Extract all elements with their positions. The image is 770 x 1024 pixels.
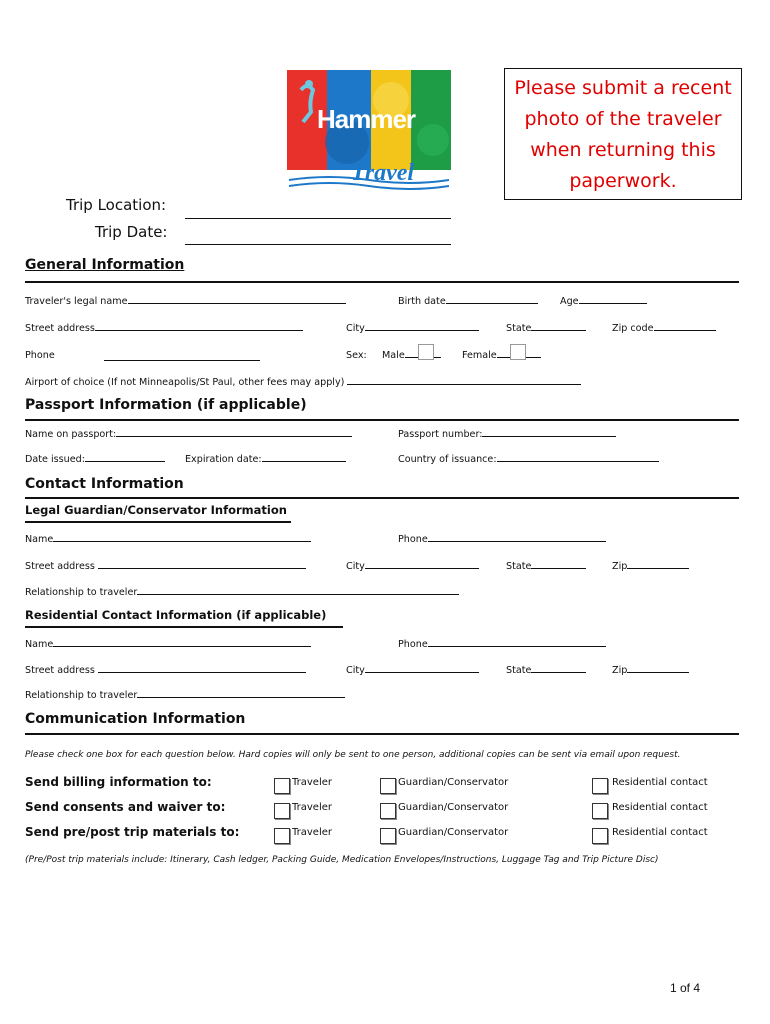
materials-residential-checkbox[interactable] — [592, 828, 608, 844]
consents-guardian-checkbox[interactable] — [380, 803, 396, 819]
residential-street-field[interactable] — [98, 672, 306, 673]
materials-guardian-label: Guardian/Conservator — [398, 827, 509, 838]
guardian-zip-field[interactable] — [627, 568, 689, 569]
residential-relationship-label: Relationship to traveler — [25, 690, 138, 701]
airport-field[interactable] — [347, 384, 581, 385]
consents-residential-label: Residential contact — [612, 802, 708, 813]
guardian-heading: Legal Guardian/Conservator Information — [25, 503, 287, 517]
residential-street-label: Street address — [25, 665, 95, 676]
zip-label: Zip code — [612, 323, 654, 334]
materials-traveler-label: Traveler — [292, 827, 332, 838]
photo-note: Please submit a recent photo of the traveler when returning this paperwork. — [514, 77, 732, 192]
guardian-street-field[interactable] — [98, 568, 306, 569]
guardian-city-field[interactable] — [365, 568, 479, 569]
contact-heading: Contact Information — [25, 476, 184, 492]
birth-date-label: Birth date — [398, 296, 446, 307]
residential-city-label: City — [346, 665, 365, 676]
hammer-travel-logo — [287, 70, 451, 190]
billing-residential-checkbox[interactable] — [592, 778, 608, 794]
page-number: 1 of 4 — [670, 981, 701, 995]
communication-instructions: Please check one box for each question below. Hard copies will only be sent to one person, additional copies can be sent via email upon request. — [25, 750, 681, 760]
guardian-phone-label: Phone — [398, 534, 428, 545]
passport-name-field[interactable] — [116, 436, 352, 437]
divider — [25, 419, 739, 421]
billing-traveler-label: Traveler — [292, 777, 332, 788]
guardian-street-label: Street address — [25, 561, 95, 572]
logo-brand-top: Hammer — [317, 104, 416, 134]
guardian-relationship-label: Relationship to traveler — [25, 587, 138, 598]
zip-field[interactable] — [654, 330, 716, 331]
sex-label: Sex: — [346, 350, 367, 361]
guardian-name-field[interactable] — [53, 541, 311, 542]
guardian-phone-field[interactable] — [428, 541, 606, 542]
birth-date-field[interactable] — [446, 303, 538, 304]
logo-brand-bottom: Travel — [351, 160, 415, 186]
legal-name-field[interactable] — [128, 303, 346, 304]
residential-name-label: Name — [25, 639, 54, 650]
consents-traveler-checkbox[interactable] — [274, 803, 290, 819]
billing-guardian-checkbox[interactable] — [380, 778, 396, 794]
billing-traveler-checkbox[interactable] — [274, 778, 290, 794]
passport-number-field[interactable] — [482, 436, 616, 437]
consents-row-label: Send consents and waiver to: — [25, 800, 226, 814]
passport-name-label: Name on passport: — [25, 429, 117, 440]
phone-label: Phone — [25, 350, 55, 361]
general-heading: General Information — [25, 257, 185, 273]
guardian-state-label: State — [506, 561, 532, 572]
materials-residential-label: Residential contact — [612, 827, 708, 838]
consents-traveler-label: Traveler — [292, 802, 332, 813]
country-field[interactable] — [497, 461, 659, 462]
guardian-city-label: City — [346, 561, 365, 572]
divider — [25, 521, 291, 523]
residential-phone-label: Phone — [398, 639, 428, 650]
guardian-zip-label: Zip — [612, 561, 628, 572]
age-field[interactable] — [579, 303, 647, 304]
residential-name-field[interactable] — [53, 646, 311, 647]
residential-zip-field[interactable] — [627, 672, 689, 673]
date-issued-field[interactable] — [85, 461, 165, 462]
airport-label: Airport of choice (If not Minneapolis/St Paul, other fees may apply) — [25, 377, 345, 388]
residential-heading: Residential Contact Information (if applicable) — [25, 608, 327, 622]
male-checkbox[interactable] — [418, 344, 434, 360]
materials-row-label: Send pre/post trip materials to: — [25, 825, 240, 839]
billing-guardian-label: Guardian/Conservator — [398, 777, 509, 788]
residential-zip-label: Zip — [612, 665, 628, 676]
trip-location-label: Trip Location: — [66, 196, 167, 214]
divider — [25, 626, 343, 628]
trip-location-field[interactable] — [185, 218, 451, 219]
materials-note: (Pre/Post trip materials include: Itinerary, Cash ledger, Packing Guide, Medication Envelopes/Instructions, Luggage Tag and Trip Picture Disc) — [25, 855, 659, 865]
male-label: Male — [382, 350, 405, 361]
city-field[interactable] — [365, 330, 479, 331]
guardian-name-label: Name — [25, 534, 54, 545]
residential-relationship-field[interactable] — [137, 697, 345, 698]
city-label: City — [346, 323, 365, 334]
state-label: State — [506, 323, 532, 334]
communication-heading: Communication Information — [25, 711, 246, 727]
female-label: Female — [462, 350, 497, 361]
expiration-field[interactable] — [262, 461, 346, 462]
female-checkbox[interactable] — [510, 344, 526, 360]
residential-city-field[interactable] — [365, 672, 479, 673]
divider — [25, 281, 739, 283]
age-label: Age — [560, 296, 579, 307]
legal-name-label: Traveler's legal name — [25, 296, 128, 307]
billing-row-label: Send billing information to: — [25, 775, 212, 789]
state-field[interactable] — [531, 330, 586, 331]
street-label: Street address — [25, 323, 95, 334]
trip-date-field[interactable] — [185, 244, 451, 245]
expiration-label: Expiration date: — [185, 454, 262, 465]
passport-number-label: Passport number: — [398, 429, 483, 440]
divider — [25, 733, 739, 735]
residential-state-label: State — [506, 665, 532, 676]
residential-phone-field[interactable] — [428, 646, 606, 647]
street-field[interactable] — [95, 330, 303, 331]
divider — [25, 497, 739, 499]
guardian-relationship-field[interactable] — [137, 594, 459, 595]
date-issued-label: Date issued: — [25, 454, 85, 465]
consents-guardian-label: Guardian/Conservator — [398, 802, 509, 813]
photo-instruction-box — [504, 68, 742, 200]
materials-traveler-checkbox[interactable] — [274, 828, 290, 844]
passport-heading: Passport Information (if applicable) — [25, 397, 307, 413]
materials-guardian-checkbox[interactable] — [380, 828, 396, 844]
guardian-state-field[interactable] — [531, 568, 586, 569]
consents-residential-checkbox[interactable] — [592, 803, 608, 819]
billing-residential-label: Residential contact — [612, 777, 708, 788]
phone-field[interactable] — [104, 350, 260, 361]
residential-state-field[interactable] — [531, 672, 586, 673]
country-label: Country of issuance: — [398, 454, 497, 465]
trip-date-label: Trip Date: — [95, 223, 168, 241]
